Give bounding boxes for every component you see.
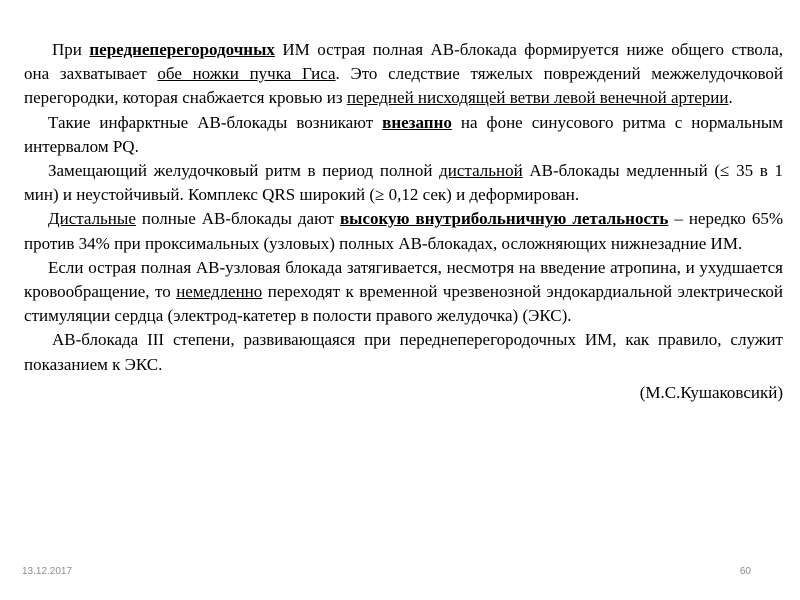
- bold-underlined-text: внезапно: [382, 112, 452, 132]
- bold-underlined-text: переднеперегородочных: [89, 40, 275, 59]
- underlined-text: немедленно: [176, 282, 263, 302]
- paragraph: Замещающий желудочковый ритм в период полной дистальной АВ-блокады медленный (≤ 35 в 1 мин) и неустойчивый. Комплекс QRS широкий (≥ 0,12 сек) и деформирован.: [24, 161, 783, 205]
- bold-underlined-text: высокую внутрибольничную летальность: [339, 209, 669, 229]
- page-number: 60: [739, 566, 751, 577]
- footer-date: 13.12.2017: [22, 566, 73, 577]
- paragraph: АВ-блокада III степени, развивающаяся при переднеперегородочных ИМ, как правило, служит показанием к ЭКС.: [24, 330, 783, 374]
- paragraph: Такие инфарктные АВ-блокады возникают внезапно на фоне синусового ритма с нормальным интервалом PQ.: [24, 112, 783, 156]
- paragraph: Дистальные полные АВ-блокады дают высокую внутрибольничную летальность – нередко 65% против 34% при проксимальных (узловых) полных АВ-блокадах, осложняющих нижнезадние ИМ.: [24, 209, 783, 253]
- paragraph: При переднеперегородочных ИМ острая полная АВ-блокада формируется ниже общего ствола, она захватывает обе ножки пучка Гиса. Это следствие тяжелых повреждений межжелудочковой перегородки, которая снабжается кровью из передней нисходящей ветви левой венечной артерии.: [24, 40, 783, 108]
- underlined-text: обе ножки пучка Гиса: [157, 64, 336, 84]
- underlined-text: дистальной: [439, 161, 523, 181]
- slide-body-text: [24, 38, 783, 405]
- paragraph: Если острая полная АВ-узловая блокада затягивается, несмотря на введение атропина, и ухудшается кровообращение, то немедленно переходят к временной чрезвенозной эндокардиальной электрической стимуляции сердца (электрод-катетер в полости правого желудочка) (ЭКС).: [24, 257, 783, 326]
- underlined-text: Дистальные: [48, 209, 136, 229]
- underlined-text: передней нисходящей ветви левой венечной артерии: [346, 88, 729, 108]
- attribution: (М.С.Кушаковсикй): [639, 382, 783, 402]
